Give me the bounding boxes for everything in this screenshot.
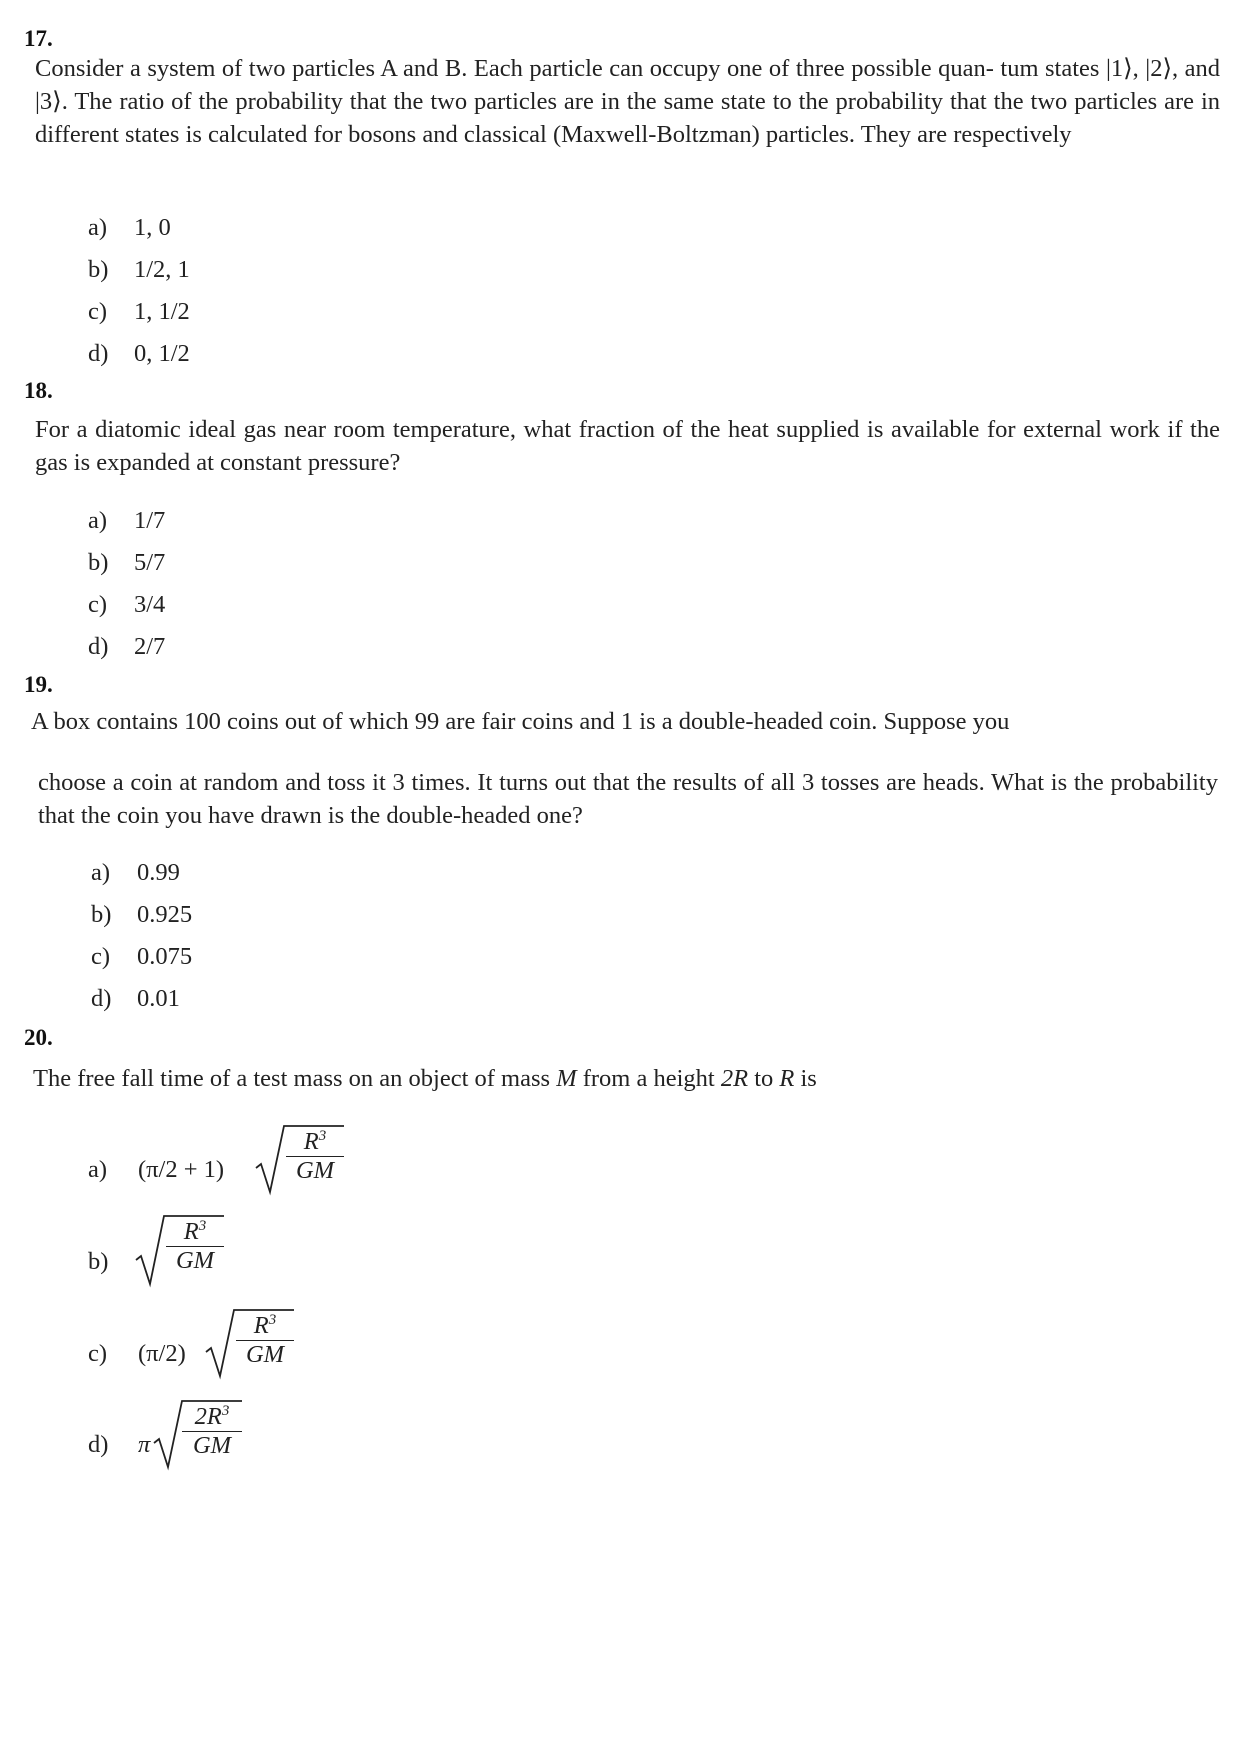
q17-option-c[interactable] [88,298,190,326]
option-value: 1/7 [134,507,166,534]
option-value: 0.01 [137,985,180,1012]
option-value: 0.99 [137,859,180,886]
option-label: b) [88,256,109,283]
option-value: 5/7 [134,549,166,576]
q18-option-d[interactable] [88,633,165,661]
question-20-text: The free fall time of a test mass on an object of mass M from a height 2R to R is [33,1065,817,1092]
option-value: 3/4 [134,591,166,618]
fraction: $R^3$ GM [286,1128,344,1185]
question-19-number: 19. [24,672,53,697]
fraction: $2R^3$ GM [182,1403,242,1460]
option-label: a) [91,859,111,886]
option-label: d) [88,340,109,367]
question-17-text: Consider a system of two particles A and B. Each particle can occupy one of three possible quan- tum states |1⟩, |2⟩, and |3⟩. The ratio of the probability that the two particles are in the same state to the probability that the two particles are in different states is calculated for bosons and classical (Maxwell-Boltzman) particles. They are respectively [35,55,1220,148]
option-label: b) [91,901,112,928]
q19-option-d[interactable] [91,985,180,1013]
fraction: $R^3$ GM [236,1312,294,1369]
option-prefix: π [138,1431,151,1458]
question-19-text-line1: A box contains 100 coins out of which 99 are fair coins and 1 is a double-headed coin. Suppose you [31,708,1010,735]
option-value: 0.075 [137,943,193,970]
option-label: b) [88,1248,109,1275]
question-20-number: 20. [24,1025,53,1050]
option-label: b) [88,549,109,576]
question-18-text: For a diatomic ideal gas near room temperature, what fraction of the heat supplied is available for external work if the gas is expanded at constant pressure? [35,416,1220,476]
q20-option-b[interactable] [88,1210,238,1290]
question-19-text-line2: choose a coin at random and toss it 3 times. It turns out that the results of all 3 tosses are heads. What is the probability that the coin you have drawn is the double-headed one? [38,769,1218,829]
q20-option-d[interactable] [88,1393,258,1473]
q17-option-d[interactable] [88,340,190,368]
q20-option-c[interactable] [88,1302,298,1382]
option-label: a) [88,214,108,241]
q19-option-c[interactable] [91,943,192,971]
option-prefix: (π/2 + 1) [138,1156,225,1183]
q19-option-b[interactable] [91,901,192,929]
q18-option-a[interactable] [88,507,165,535]
option-label: d) [88,633,109,660]
q18-option-c[interactable] [88,591,165,619]
q18-option-b[interactable] [88,549,165,577]
q19-option-a[interactable] [91,859,180,887]
option-label: d) [88,1431,109,1458]
option-value: 0.925 [137,901,193,928]
q20-option-a[interactable] [88,1118,348,1198]
option-label: c) [88,591,108,618]
option-value: 1, 0 [134,214,171,241]
option-value: 0, 1/2 [134,340,190,367]
option-value: 2/7 [134,633,166,660]
question-18-number: 18. [24,378,53,403]
option-label: a) [88,1156,108,1183]
option-value: 1, 1/2 [134,298,190,325]
option-label: c) [88,1340,108,1367]
option-value: 1/2, 1 [134,256,190,283]
q17-option-a[interactable] [88,214,171,242]
option-label: c) [91,943,111,970]
fraction: $R^3$ GM [166,1218,224,1275]
option-label: c) [88,298,108,325]
q17-option-b[interactable] [88,256,190,284]
question-17-number: 17. [24,26,53,51]
option-label: a) [88,507,108,534]
option-label: d) [91,985,112,1012]
option-prefix: (π/2) [138,1340,186,1367]
